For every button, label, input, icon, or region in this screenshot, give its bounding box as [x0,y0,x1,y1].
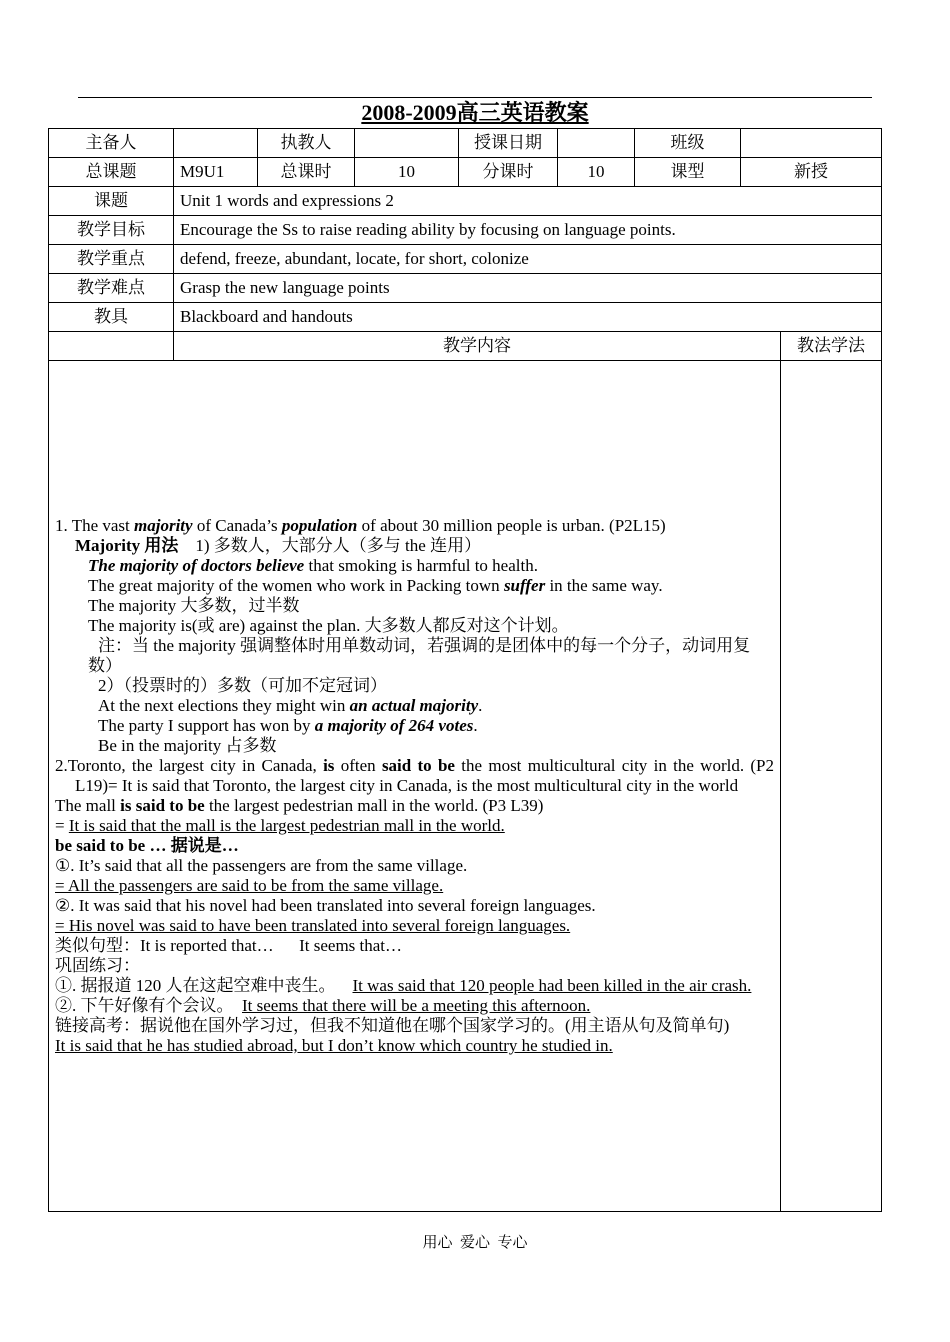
line-4: The great majority of the women who work in Packing town suffer in the same way. [88,576,663,595]
cell-subject-value: Unit 1 words and expressions 2 [174,187,882,216]
method-column [781,361,882,1212]
line-15: be said to be … 据说是… [55,836,239,855]
info-row-subject [49,187,882,216]
line-7: 注：当 the majority 强调整体时用单数动词，若强调的是团体中的每一个分子，动词用复数） [88,636,751,675]
teaching-content [49,361,781,1212]
content-header: 教学内容 [174,332,781,361]
content-header-row [49,332,882,361]
cell-lead-teacher-label: 主备人 [49,129,174,158]
line-24: 链接高考：据说他在国外学习过，但我不知道他在哪个国家学习的。(用主语从句及简单句) [55,1016,730,1035]
cell-type-value: 新授 [741,158,882,187]
line-5: The majority 大多数，过半数 [88,596,300,615]
cell-date-value [558,129,635,158]
cell-class-label: 班级 [635,129,741,158]
content-row [49,361,882,1212]
page-footer: 用心 爱心 专心 [422,1235,528,1251]
line-14: = It is said that the mall is the largest pedestrian mall in the world. [55,816,505,835]
cell-topic-value: M9U1 [174,158,258,187]
header-rule [78,97,872,98]
cell-goal-value: Encourage the Ss to raise reading ability by focusing on language points. [174,216,882,245]
line-6: The majority is(或 are) against the plan. 大多数人都反对这个计划。 [88,616,569,635]
line-20: 类似句型：It is reported that… It seems that… [55,936,403,955]
cell-topic-label: 总课题 [49,158,174,187]
cell-class-value [741,129,882,158]
cell-period-value: 10 [558,158,635,187]
cell-teacher-label: 执教人 [258,129,355,158]
cell-type-label: 课型 [635,158,741,187]
line-23: ②. 下午好像有个会议。 It seems that there will be a meeting this afternoon. [55,996,591,1015]
info-row-1 [49,129,882,158]
line-19: = His novel was said to have been translated into several foreign languages. [55,916,571,935]
cell-tools-label: 教具 [49,303,174,332]
cell-goal-label: 教学目标 [49,216,174,245]
cell-difficulty-value: Grasp the new language points [174,274,882,303]
line-10: The party I support has won by a majority of 264 votes. [98,716,478,735]
line-2: Majority 用法 1) 多数人，大部分人（多与 the 连用） [75,536,482,555]
cell-date-label: 授课日期 [459,129,558,158]
cell-focus-label: 教学重点 [49,245,174,274]
cell-teacher-value [355,129,459,158]
info-row-tools [49,303,882,332]
line-13: The mall is said to be the largest pedestrian mall in the world. (P3 L39) [55,796,544,815]
cell-total-hours-value: 10 [355,158,459,187]
line-16: ①. It’s said that all the passengers are from the same village. [55,856,468,875]
info-row-2 [49,158,882,187]
cell-period-label: 分课时 [459,158,558,187]
cell-lead-teacher-value [174,129,258,158]
info-row-difficulty [49,274,882,303]
info-row-goal [49,216,882,245]
line-8: 2）（投票时的）多数（可加不定冠词） [98,676,387,695]
lesson-plan-table [48,128,882,1212]
cell-subject-label: 课题 [49,187,174,216]
line-9: At the next elections they might win an actual majority. [98,696,483,715]
line-17: = All the passengers are said to be from the same village. [55,876,444,895]
cell-total-hours-label: 总课时 [258,158,355,187]
method-header: 教法学法 [781,332,882,361]
line-1: 1. The vast majority of Canada’s population of about 30 million people is urban. (P2L15) [55,516,666,535]
line-12: 2.Toronto, the largest city in Canada, is often said to be the most multicultural city in the world. (P2 L19)= It is said that Toronto, the largest city in Canada, is the most multicultural city in the world [55,756,774,795]
line-11: Be in the majority 占多数 [98,736,277,755]
info-row-focus [49,245,882,274]
cell-focus-value: defend, freeze, abundant, locate, for short, colonize [174,245,882,274]
line-22: ①. 据报道 120 人在这起空难中丧生。 It was said that 120 people had been killed in the air crash. [55,976,752,995]
line-25: It is said that he has studied abroad, but I don’t know which country he studied in. [55,1036,613,1055]
line-18: ②. It was said that his novel had been translated into several foreign languages. [55,896,596,915]
line-21: 巩固练习： [55,956,140,975]
cell-blank [49,332,174,361]
cell-tools-value: Blackboard and handouts [174,303,882,332]
document-title: 2008-2009高三英语教案 [361,100,589,125]
cell-difficulty-label: 教学难点 [49,274,174,303]
line-3: The majority of doctors believe that smoking is harmful to health. [88,556,538,575]
